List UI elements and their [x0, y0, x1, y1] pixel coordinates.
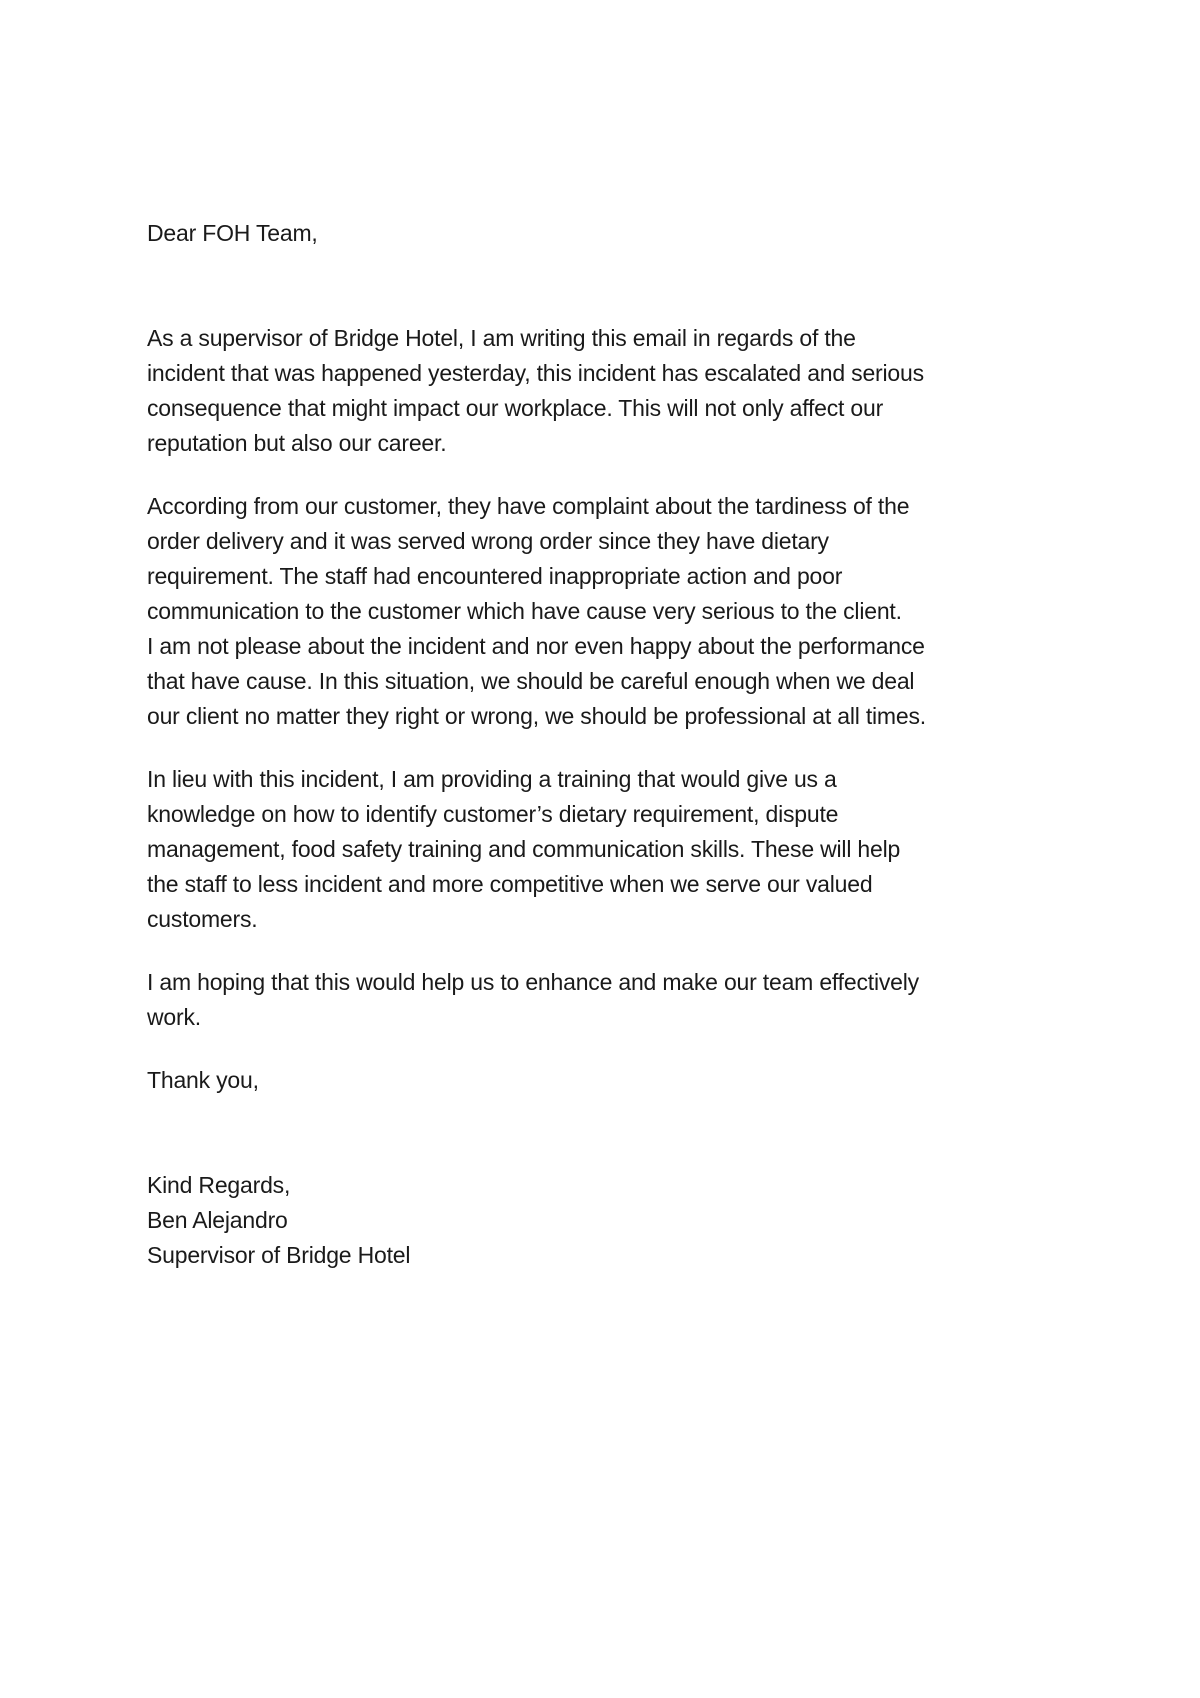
paragraph-line: requirement. The staff had encountered inappropriate action and poor [147, 563, 843, 589]
paragraph-1 [147, 321, 1087, 461]
paragraph-line: management, food safety training and communication skills. These will help [147, 836, 901, 862]
letter-body [147, 216, 1087, 1273]
paragraph-line: As a supervisor of Bridge Hotel, I am writing this email in regards of the [147, 325, 856, 351]
spacer [147, 734, 1087, 762]
paragraph-line: reputation but also our career. [147, 430, 447, 456]
paragraph-line: our client no matter they right or wrong, we should be professional at all times. [147, 703, 926, 729]
paragraph-line: the staff to less incident and more competitive when we serve our valued [147, 871, 873, 897]
paragraph-line: communication to the customer which have cause very serious to the client. [147, 598, 902, 624]
spacer [147, 937, 1087, 965]
paragraph-line: order delivery and it was served wrong order since they have dietary [147, 528, 829, 554]
paragraph-line: consequence that might impact our workplace. This will not only affect our [147, 395, 884, 421]
paragraph-4 [147, 965, 1087, 1035]
signature-block [147, 1168, 1087, 1273]
paragraph-line: In lieu with this incident, I am providing a training that would give us a [147, 766, 837, 792]
paragraph-3 [147, 762, 1087, 937]
paragraph-line: work. [147, 1004, 201, 1030]
signoff: Kind Regards, [147, 1172, 291, 1198]
paragraph-line: that have cause. In this situation, we should be careful enough when we deal [147, 668, 915, 694]
spacer [147, 251, 1087, 321]
signer-name: Ben Alejandro [147, 1207, 288, 1233]
paragraph-line: I am hoping that this would help us to enhance and make our team effectively [147, 969, 919, 995]
signer-title: Supervisor of Bridge Hotel [147, 1242, 411, 1268]
paragraph-line: knowledge on how to identify customer’s dietary requirement, dispute [147, 801, 839, 827]
paragraph-2 [147, 489, 1087, 734]
paragraph-line: customers. [147, 906, 258, 932]
spacer [147, 1098, 1087, 1168]
paragraph-line: I am not please about the incident and nor even happy about the performance [147, 633, 925, 659]
greeting: Dear FOH Team, [147, 220, 318, 246]
spacer [147, 1035, 1087, 1063]
paragraph-line: incident that was happened yesterday, this incident has escalated and serious [147, 360, 924, 386]
spacer [147, 461, 1087, 489]
closing: Thank you, [147, 1067, 259, 1093]
paragraph-line: According from our customer, they have complaint about the tardiness of the [147, 493, 910, 519]
